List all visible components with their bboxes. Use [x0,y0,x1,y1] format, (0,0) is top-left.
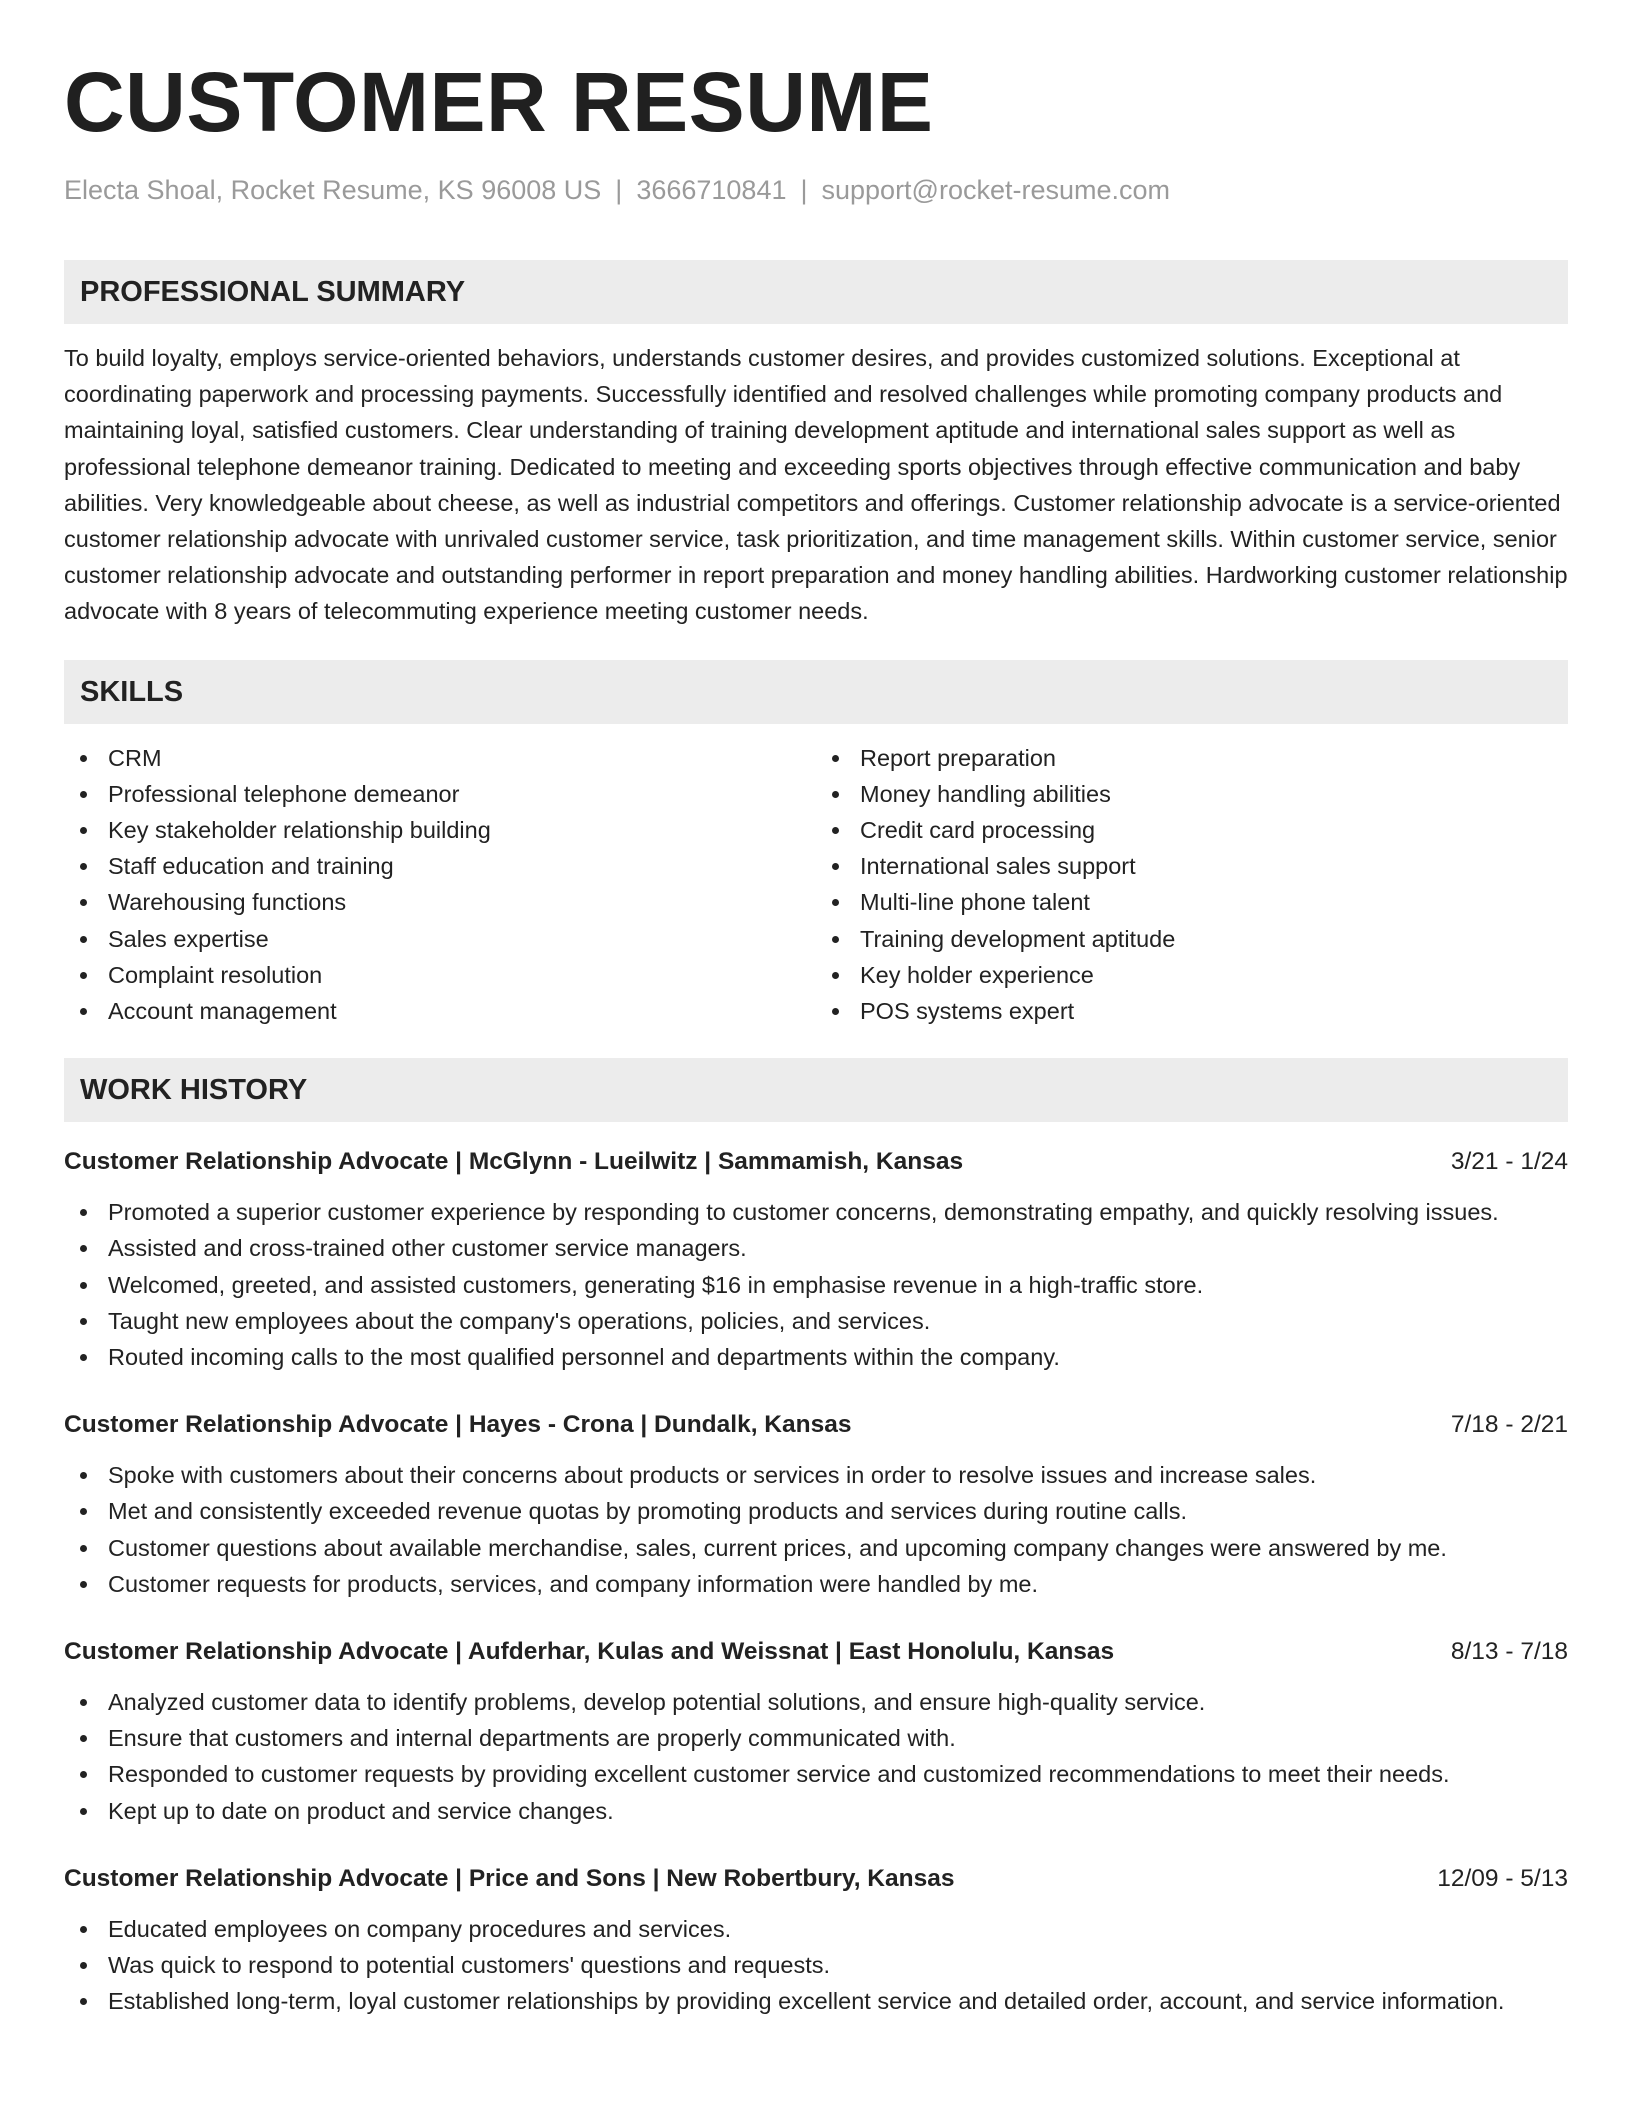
job-title: Customer Relationship Advocate | Aufderhar, Kulas and Weissnat | East Honolulu, Kansas [64,1638,1115,1666]
skill-item: International sales support [816,848,1568,884]
skill-item: Key holder experience [816,957,1568,993]
duty-item: Promoted a superior customer experience by responding to customer concerns, demonstrating empathy, and quickly resolving issues. [64,1194,1568,1230]
duty-item: Educated employees on company procedures and services. [64,1911,1568,1947]
job-dates: 3/21 - 1/24 [1450,1148,1568,1176]
job-header [64,1144,1568,1180]
job-title: Customer Relationship Advocate | Hayes - Crona | Dundalk, Kansas [64,1411,852,1439]
job-header [64,1861,1568,1897]
job-duties [64,1457,1568,1602]
skill-item: CRM [64,740,816,776]
resume-title: CUSTOMER RESUME [64,55,934,149]
skills-column-right [816,740,1568,1030]
job-duties [64,1194,1568,1375]
job-title: Customer Relationship Advocate | McGlynn - Lueilwitz | Sammamish, Kansas [64,1148,964,1176]
duty-item: Ensure that customers and internal departments are properly communicated with. [64,1720,1568,1756]
skill-item: Staff education and training [64,848,816,884]
duty-item: Routed incoming calls to the most qualified personnel and departments within the company. [64,1339,1568,1375]
section-heading-summary: PROFESSIONAL SUMMARY [64,260,1568,324]
skill-item: Money handling abilities [816,776,1568,812]
contact-line [64,172,1568,208]
skill-item: Key stakeholder relationship building [64,812,816,848]
section-heading-work-history: WORK HISTORY [64,1058,1568,1122]
job-duties [64,1684,1568,1829]
skill-item: Sales expertise [64,921,816,957]
job-entry [64,1861,1568,2020]
job-entry [64,1634,1568,1829]
job-entry [64,1144,1568,1375]
contact-email: support@rocket-resume.com [821,175,1171,205]
skill-item: Report preparation [816,740,1568,776]
job-header [64,1634,1568,1670]
section-heading-skills: SKILLS [64,660,1568,724]
duty-item: Customer requests for products, services, and company information were handled by me. [64,1566,1568,1602]
skill-item: Warehousing functions [64,884,816,920]
duty-item: Welcomed, greeted, and assisted customers, generating $16 in emphasise revenue in a high-traffic store. [64,1267,1568,1303]
contact-phone: 3666710841 [636,175,787,205]
duty-item: Assisted and cross-trained other customer service managers. [64,1230,1568,1266]
duty-item: Established long-term, loyal customer relationships by providing excellent service and detailed order, account, and service information. [64,1983,1568,2019]
job-header [64,1407,1568,1443]
job-dates: 8/13 - 7/18 [1450,1638,1568,1666]
job-dates: 12/09 - 5/13 [1437,1864,1568,1892]
contact-address: Electa Shoal, Rocket Resume, KS 96008 US [64,175,602,205]
skill-item: Account management [64,993,816,1029]
duty-item: Analyzed customer data to identify problems, develop potential solutions, and ensure high-quality service. [64,1684,1568,1720]
duty-item: Responded to customer requests by providing excellent customer service and customized recommendations to meet their needs. [64,1756,1568,1792]
job-title: Customer Relationship Advocate | Price and Sons | New Robertbury, Kansas [64,1864,955,1892]
contact-separator: | [615,175,623,205]
duty-item: Customer questions about available merchandise, sales, current prices, and upcoming company changes were answered by me. [64,1530,1568,1566]
duty-item: Taught new employees about the company's operations, policies, and services. [64,1303,1568,1339]
skill-item: Complaint resolution [64,957,816,993]
skills-grid [64,740,1568,1030]
skill-item: Credit card processing [816,812,1568,848]
job-entry [64,1407,1568,1602]
summary-text: To build loyalty, employs service-oriented behaviors, understands customer desires, and provides customized solutions. Exceptional at coordinating paperwork and processing payments. Successfully identified and resolved challenges while promoting company products and maintaining loyal, satisfied customers. Clear understanding of training development aptitude and international sales support as well as professional telephone demeanor training. Dedicated to meeting and exceeding sports objectives through effective communication and baby abilities. Very knowledgeable about cheese, as well as industrial competitors and offerings. Customer relationship advocate is a service-oriented customer relationship advocate with unrivaled customer service, task prioritization, and time management skills. Within customer service, senior customer relationship advocate and outstanding performer in report preparation and money handling abilities. Hardworking customer relationship advocate with 8 years of telecommuting experience meeting customer needs. [64,345,1568,625]
duty-item: Kept up to date on product and service changes. [64,1793,1568,1829]
job-dates: 7/18 - 2/21 [1450,1411,1568,1439]
skills-column-left [64,740,816,1030]
skill-item: Professional telephone demeanor [64,776,816,812]
duty-item: Spoke with customers about their concerns about products or services in order to resolve issues and increase sales. [64,1457,1568,1493]
skill-item: Multi-line phone talent [816,884,1568,920]
skill-item: POS systems expert [816,993,1568,1029]
contact-separator: | [800,175,808,205]
skill-item: Training development aptitude [816,921,1568,957]
job-duties [64,1911,1568,2020]
duty-item: Met and consistently exceeded revenue quotas by promoting products and services during routine calls. [64,1493,1568,1529]
duty-item: Was quick to respond to potential customers' questions and requests. [64,1947,1568,1983]
